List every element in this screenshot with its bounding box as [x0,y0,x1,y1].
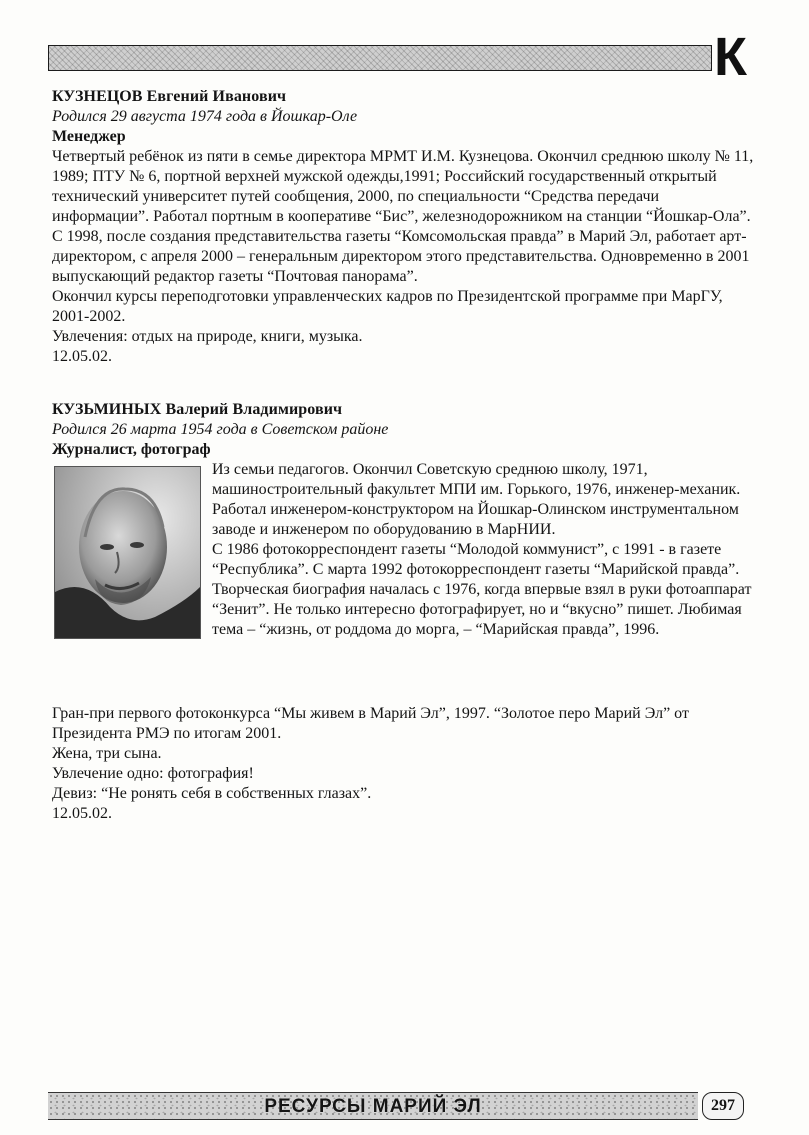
biography-entry-kuzminykh [52,400,757,824]
entry-text [52,147,757,367]
entry-role: Журналист, фотограф [52,441,211,458]
paragraph: 12.05.02. [52,805,112,822]
entry-birth: Родился 29 августа 1974 года в Йошкар-Оле [52,108,358,125]
photo-side-text [212,460,757,640]
paragraph: Гран-при первого фотоконкурса “Мы живем в Марий Эл”, 1997. “Золотое перо Марий Эл” от Президента РМЭ по итогам 2001. [52,705,689,742]
paragraph: Девиз: “Не ронять себя в собственных глазах”. [52,785,372,802]
section-letter: К [714,27,747,87]
paragraph: Увлечение одно: фотография! [52,765,254,782]
entry-name: КУЗНЕЦОВ Евгений Иванович [52,88,287,105]
portrait-photo [54,466,201,639]
entry-name: КУЗЬМИНЫХ Валерий Владимирович [52,401,343,418]
header-band [48,45,712,71]
paragraph: Окончил курсы переподготовки управленческих кадров по Президентской программе при МарГУ, 2001-2002. [52,288,723,325]
paragraph: С 1986 фотокорреспондент газеты “Молодой коммунист”, с 1991 - в газете “Республика”. С марта 1992 фотокорреспондент газеты “Марийской правда”. [212,541,740,578]
paragraph: Из семьи педагогов. Окончил Советскую среднюю школу, 1971, машиностроительный факультет МПИ им. Горького, 1976, инженер-механик. Работал инженером-конструктором на Йошкар-Олинском инструментальном заводе и инженером по оборудованию в МарНИИ. [212,461,741,538]
photo-block [52,460,757,704]
page-number: 297 [702,1092,744,1120]
footer-band [48,1092,698,1120]
paragraph: Четвертый ребёнок из пяти в семье директора МРМТ И.М. Кузнецова. Окончил среднюю школу № 11, 1989; ПТУ № 6, портной верхней мужской одежды,1991; Российский государственный открытый технический университет путей сообщения, 2000, по специальности “Средства передачи информации”. Работал портным в кооперативе “Бис”, железнодорожником на станции “Йошкар-Ола”. С 1998, после создания представительства газеты “Комсомольская правда” в Марий Эл, работает арт-директором, с апреля 2000 – генеральным директором этого представительства. Одновременно в 2001 выпускающий редактор газеты “Почтовая панорама”. [52,148,754,285]
paragraph: Творческая биография началась с 1976, когда впервые взял в руки фотоаппарат “Зенит”. Не только интересно фотографирует, но и “вкусно” пишет. Любимая тема – “жизнь, от роддома до морга, – “Марийская правда”, 1996. [212,581,752,638]
paragraph: 12.05.02. [52,348,112,365]
entry-role: Менеджер [52,128,126,145]
paragraph: Увлечения: отдых на природе, книги, музыка. [52,328,363,345]
footer-title: РЕСУРСЫ МАРИЙ ЭЛ [264,1096,482,1117]
paragraph: Жена, три сына. [52,745,162,762]
portrait-image [55,467,200,638]
entry-text [52,704,757,824]
biography-entry-kuznetsov [52,87,757,367]
entry-birth: Родился 26 марта 1954 года в Советском районе [52,421,389,438]
